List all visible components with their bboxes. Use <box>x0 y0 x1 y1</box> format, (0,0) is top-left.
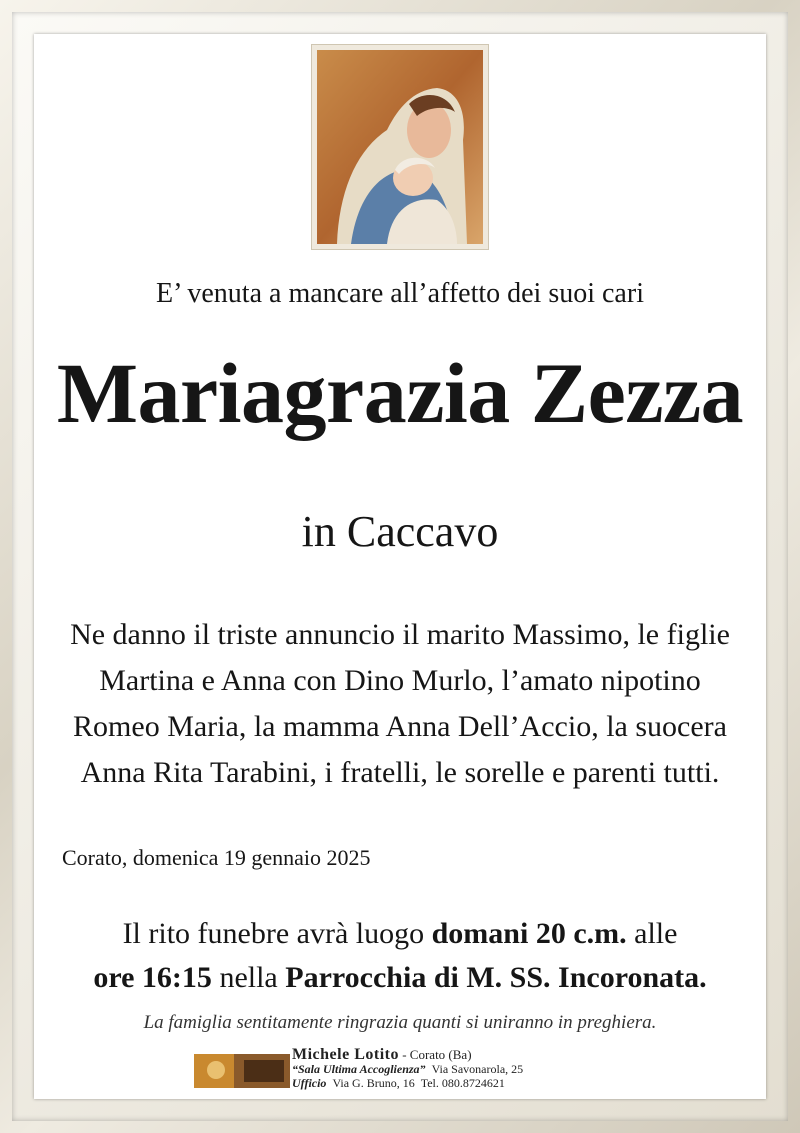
rite-time: ore 16:15 <box>93 961 212 994</box>
announcement-line: Romeo Maria, la mamma Anna Dell’Accio, la suocera <box>73 710 727 743</box>
office-label: Ufficio <box>292 1076 327 1090</box>
announcement <box>40 612 760 796</box>
thanks-text: La famiglia sentitamente ringrazia quanti si uniranno in preghiera. <box>143 1012 657 1033</box>
funeral-home-location: - Corato (Ba) <box>398 1047 472 1062</box>
funeral-home-info <box>292 1048 523 1090</box>
hall-address: Via Savonarola, 25 <box>431 1062 524 1076</box>
rite-date: domani 20 c.m. <box>431 917 627 950</box>
office-address: Via G. Bruno, 16 <box>332 1076 415 1090</box>
funeral-home-logo-icon <box>194 1054 290 1088</box>
rite-text: nella <box>211 961 286 994</box>
madonna-and-child-icon <box>317 50 483 244</box>
rite-church: Parrocchia di M. SS. Incoronata. <box>285 961 707 994</box>
phone-number: Tel. 080.8724621 <box>420 1076 505 1090</box>
rite-text: alle <box>626 917 678 950</box>
deceased-name: Mariagrazia Zezza <box>56 345 744 441</box>
funeral-home-name: Michele Lotito <box>292 1046 399 1063</box>
place-date: Corato, domenica 19 gennaio 2025 <box>62 845 371 870</box>
intro-text: E’ venuta a mancare all’affetto dei suoi cari <box>156 278 644 309</box>
funeral-home-logo-image <box>194 1054 290 1088</box>
married-name: in Caccavo <box>301 507 499 556</box>
rite-text: Il rito funebre avrà luogo <box>122 917 432 950</box>
funeral-rite <box>40 912 760 1000</box>
rite-line-1 <box>40 912 760 956</box>
madonna-and-child-image <box>311 44 489 250</box>
rite-line-2 <box>40 956 760 1000</box>
announcement-line: Martina e Anna con Dino Murlo, l’amato nipotino <box>99 664 701 697</box>
hall-name: “Sala Ultima Accoglienza” <box>292 1062 426 1076</box>
announcement-line: Anna Rita Tarabini, i fratelli, le sorelle e parenti tutti. <box>80 756 720 789</box>
announcement-line: Ne danno il triste annuncio il marito Massimo, le figlie <box>70 618 730 651</box>
